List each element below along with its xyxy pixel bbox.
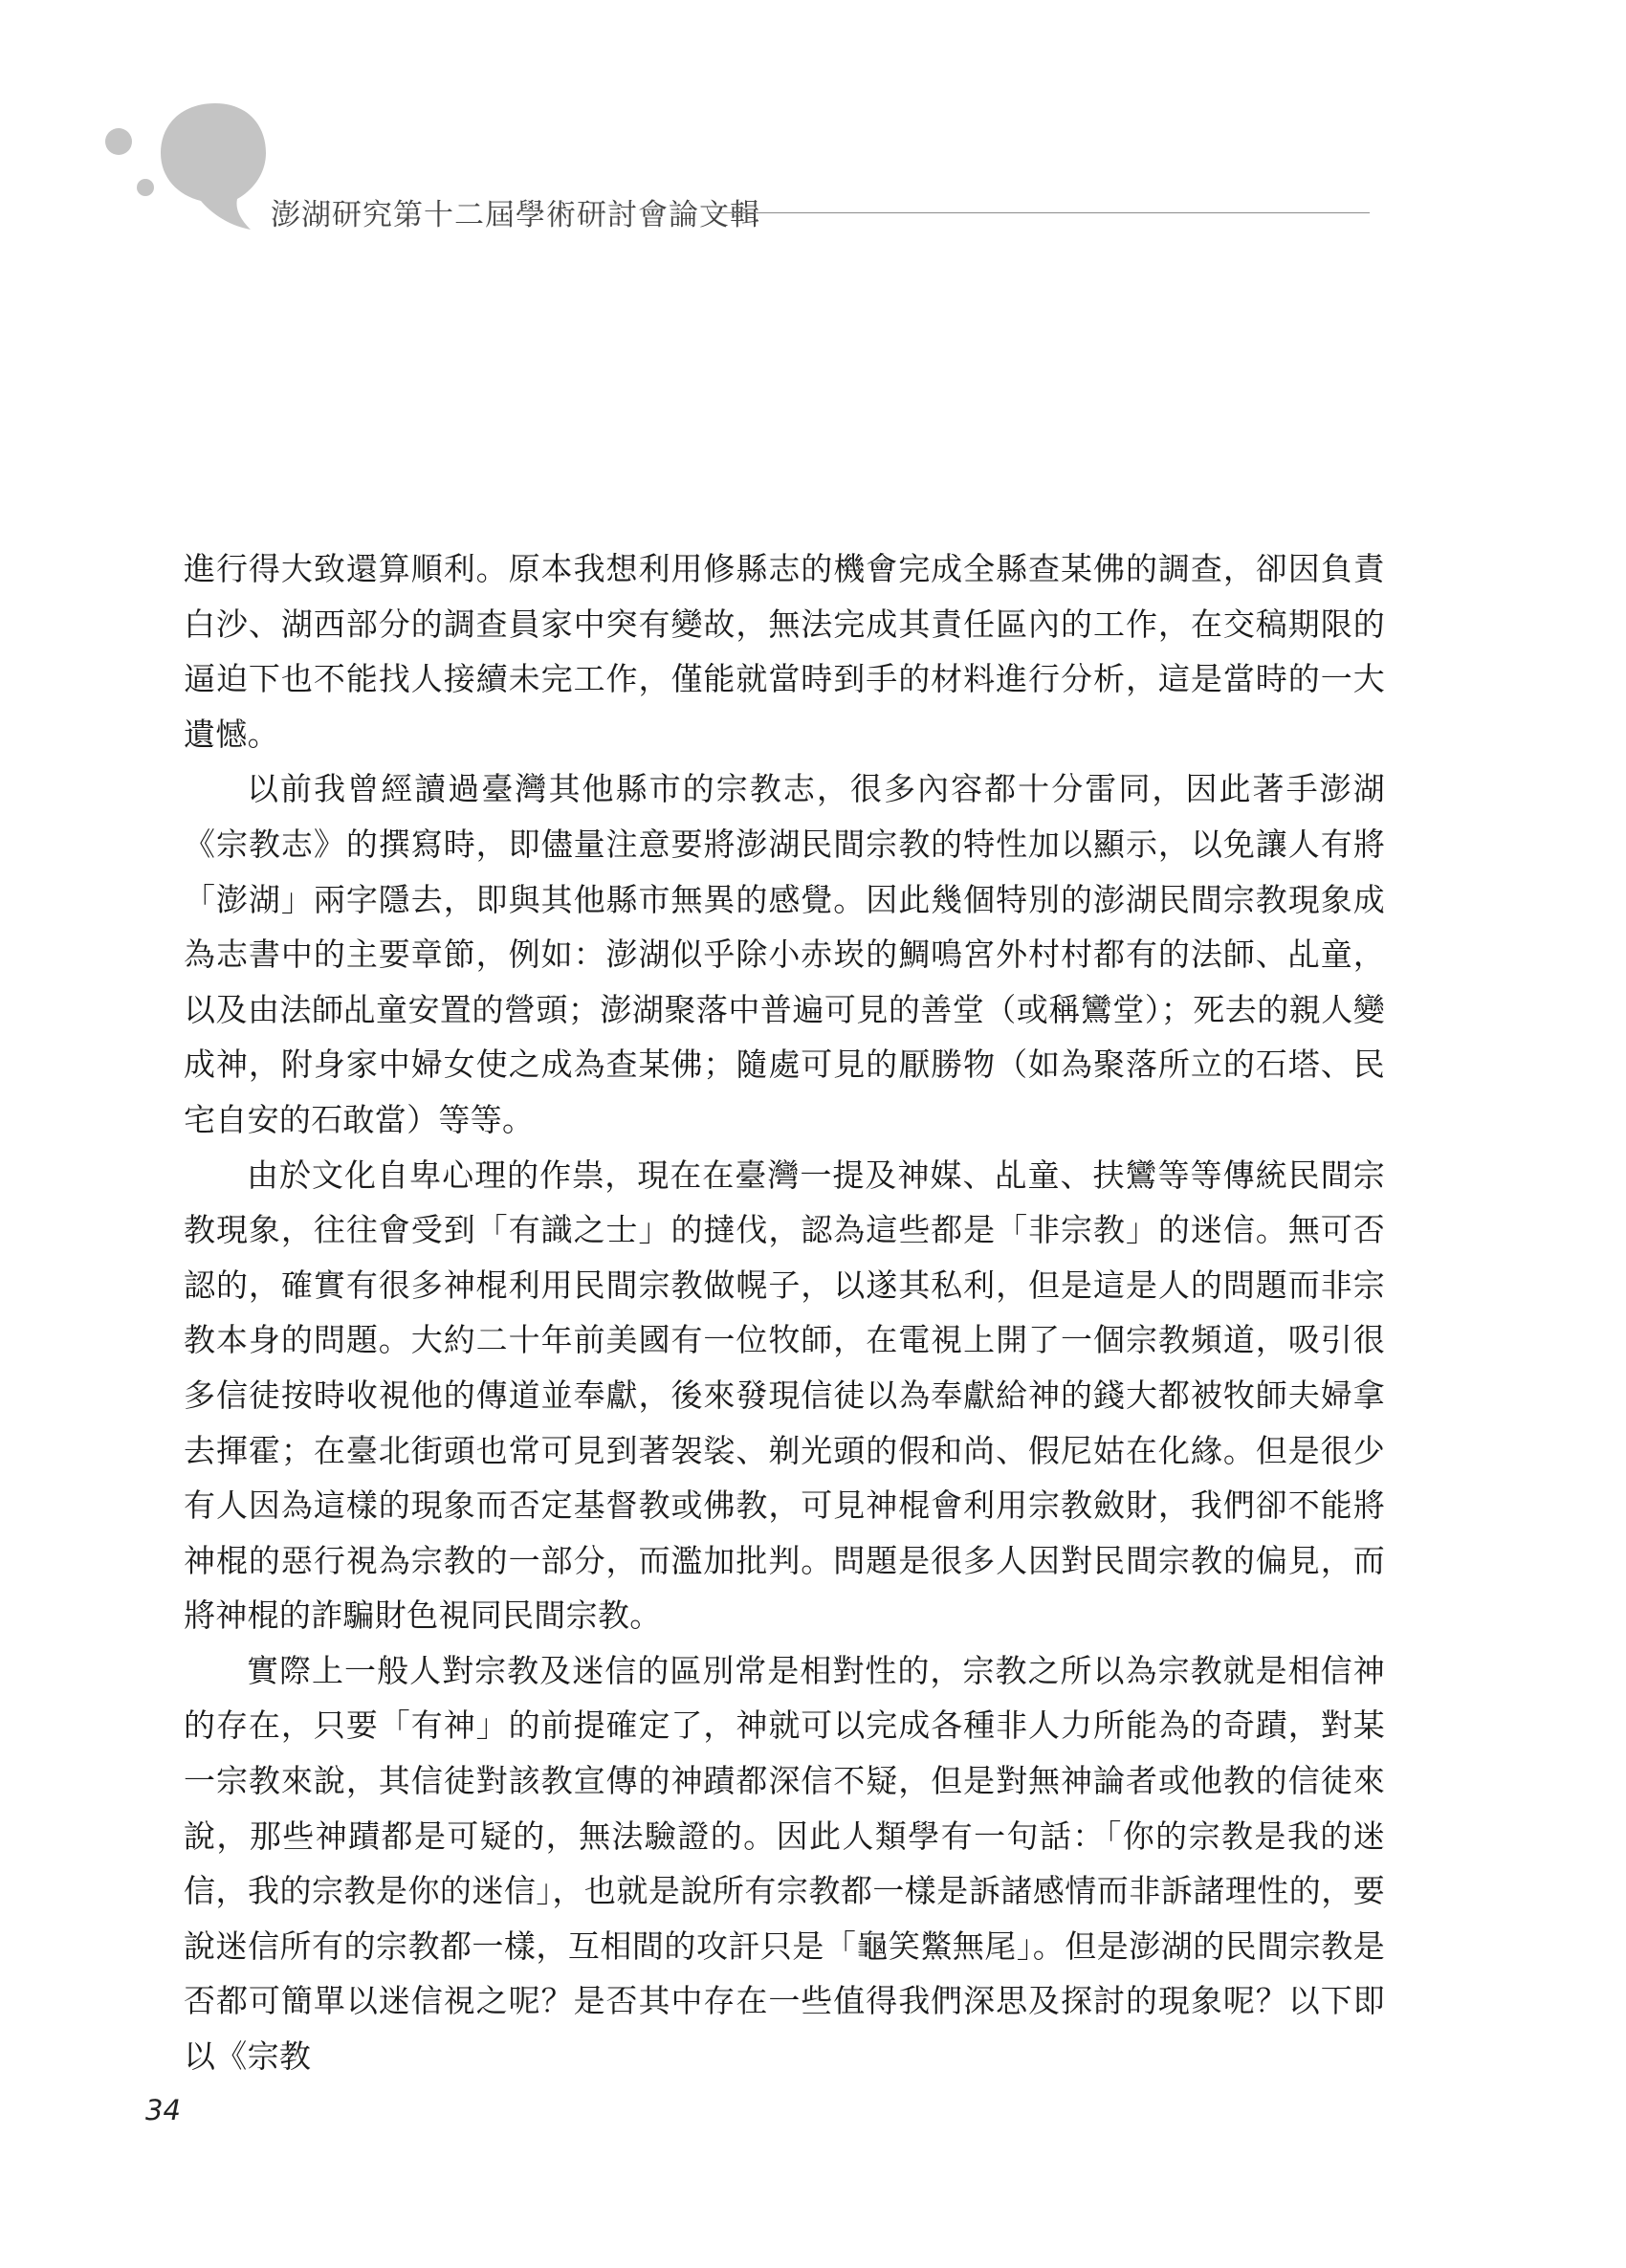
page-number: 34 — [145, 2094, 181, 2126]
paragraph-1: 進行得大致還算順利。原本我想利用修縣志的機會完成全縣查某佛的調查，卻因負責白沙、湖西部分的調查員家中突有變故，無法完成其責任區內的工作，在交稿期限的逼迫下也不能找人接續未完工作，僅能就當時到手的材料進行分析，這是當時的一大遺憾。 — [184, 550, 1385, 753]
paragraph-4: 實際上一般人對宗教及迷信的區別常是相對性的，宗教之所以為宗教就是相信神的存在，只要「有神」的前提確定了，神就可以完成各種非人力所能為的奇蹟，對某一宗教來說，其信徒對該教宣傳的神蹟都深信不疑，但是對無神論者或他教的信徒來說，那些神蹟都是可疑的，無法驗證的。因此人類學有一句話：「你的宗教是我的迷信，我的宗教是你的迷信」，也就是說所有宗教都一樣是訴諸感情而非訴諸理性的，要說迷信所有的宗教都一樣，互相間的攻訐只是「龜笑鱉無尾」。但是澎湖的民間宗教是否都可簡單以迷信視之呢？是否其中存在一些值得我們深思及探討的現象呢？以下即以《宗教 — [184, 1651, 1385, 2076]
running-header-title: 澎湖研究第十二屆學術研討會論文輯 — [271, 198, 760, 232]
header-rule — [710, 212, 1370, 213]
paragraph-3: 由於文化自卑心理的作祟，現在在臺灣一提及神媒、乩童、扶鸞等等傳統民間宗教現象，往往會受到「有識之士」的撻伐，認為這些都是「非宗教」的迷信。無可否認的，確實有很多神棍利用民間宗教做幌子，以遂其私利，但是這是人的問題而非宗教本身的問題。大約二十年前美國有一位牧師，在電視上開了一個宗教頻道，吸引很多信徒按時收視他的傳道並奉獻，後來發現信徒以為奉獻給神的錢大都被牧師夫婦拿去揮霍；在臺北街頭也常可見到著袈裟、剃光頭的假和尚、假尼姑在化緣。但是很少有人因為這樣的現象而否定基督教或佛教，可見神棍會利用宗教斂財，我們卻不能將神棍的惡行視為宗教的一部分，而濫加批判。問題是很多人因對民間宗教的偏見，而將神棍的詐騙財色視同民間宗教。 — [184, 1156, 1385, 1635]
speech-bubble-logo-icon — [105, 96, 268, 230]
paragraph-2: 以前我曾經讀過臺灣其他縣市的宗教志，很多內容都十分雷同，因此著手澎湖《宗教志》的撰寫時，即儘量注意要將澎湖民間宗教的特性加以顯示，以免讓人有將「澎湖」兩字隱去，即與其他縣市無異的感覺。因此幾個特別的澎湖民間宗教現象成為志書中的主要章節，例如：澎湖似乎除小赤崁的鯛鳴宮外村村都有的法師、乩童，以及由法師乩童安置的營頭；澎湖聚落中普遍可見的善堂（或稱鸞堂）；死去的親人變成神，附身家中婦女使之成為查某佛；隨處可見的厭勝物（如為聚落所立的石塔、民宅自安的石敢當）等等。 — [184, 770, 1385, 1138]
article-body — [184, 541, 1385, 2084]
